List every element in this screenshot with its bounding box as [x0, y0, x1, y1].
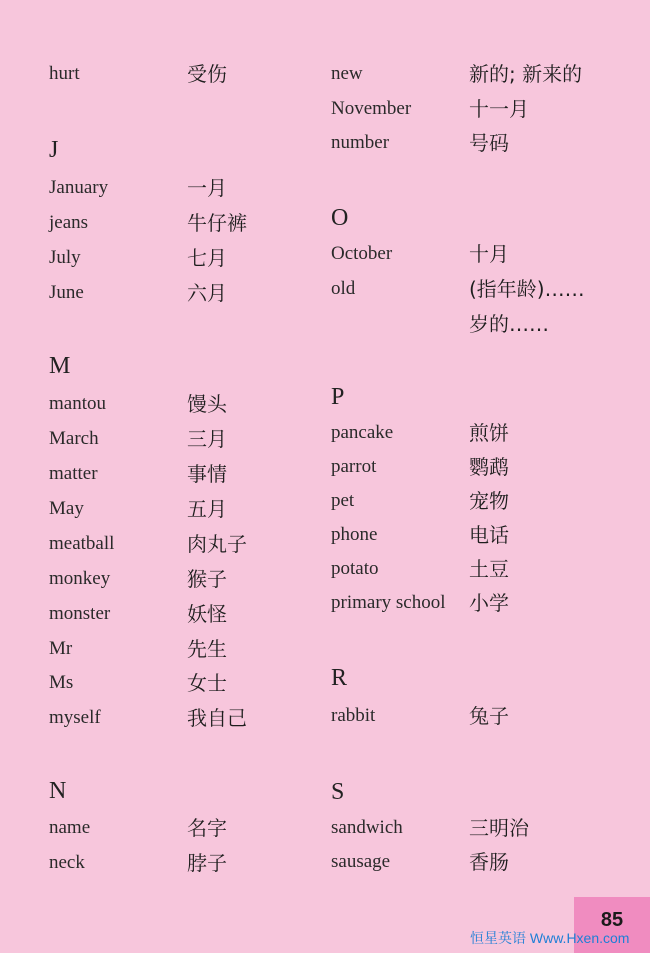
vocab-meaning: 岁的……	[469, 312, 549, 336]
vocab-word: parrot	[331, 456, 377, 477]
section-letter: M	[49, 353, 71, 379]
vocab-word: July	[49, 247, 81, 268]
vocab-meaning: 鹦鹉	[469, 455, 509, 479]
vocab-meaning: 号码	[469, 131, 509, 155]
vocab-meaning: 脖子	[187, 851, 227, 875]
vocab-word: rabbit	[331, 705, 376, 726]
vocab-word: old	[331, 278, 356, 299]
vocab-word: March	[49, 428, 99, 449]
vocab-meaning: (指年龄)……	[469, 277, 585, 301]
vocab-meaning: 煎饼	[469, 421, 509, 445]
vocab-word: name	[49, 817, 91, 838]
vocab-word: sandwich	[331, 817, 403, 838]
vocab-word: pet	[331, 490, 355, 511]
vocab-meaning: 三明治	[469, 816, 529, 840]
vocab-meaning: 六月	[187, 281, 227, 305]
vocab-meaning: 女士	[187, 671, 227, 695]
vocab-meaning: 我自己	[187, 706, 247, 730]
vocab-meaning: 宠物	[469, 489, 509, 513]
vocab-meaning: 猴子	[187, 567, 227, 591]
vocab-meaning: 电话	[469, 523, 509, 547]
vocab-word: number	[331, 132, 390, 153]
vocab-meaning: 牛仔裤	[187, 211, 247, 235]
vocab-word: mantou	[49, 393, 106, 414]
section-letter: O	[331, 205, 349, 231]
vocab-word: sausage	[331, 851, 391, 872]
vocab-meaning: 香肠	[469, 850, 509, 874]
section-letter: N	[49, 778, 67, 804]
vocab-meaning: 馒头	[187, 392, 227, 416]
vocab-word: matter	[49, 463, 98, 484]
vocab-meaning: 五月	[187, 497, 227, 521]
vocab-meaning: 土豆	[469, 557, 509, 581]
vocab-word: jeans	[49, 212, 89, 233]
vocab-word: November	[331, 98, 412, 119]
vocab-word: pancake	[331, 422, 394, 443]
section-letter: R	[331, 665, 348, 691]
vocab-word: new	[331, 63, 363, 84]
section-letter: J	[49, 137, 59, 163]
vocab-word: potato	[331, 558, 379, 579]
vocab-meaning: 一月	[187, 176, 227, 200]
vocab-word: Ms	[49, 672, 74, 693]
vocab-word: monkey	[49, 568, 111, 589]
page-number: 85	[600, 909, 624, 931]
vocab-meaning: 十一月	[469, 97, 529, 121]
vocab-meaning: 三月	[187, 427, 227, 451]
vocab-word: January	[49, 177, 109, 198]
vocab-word: monster	[49, 603, 111, 624]
vocab-meaning: 新的; 新来的	[469, 62, 583, 86]
vocab-meaning: 名字	[187, 816, 227, 840]
watermark-text: 恒星英语 Www.Hxen.com	[470, 930, 630, 946]
vocab-meaning: 受伤	[187, 62, 227, 86]
vocab-word: primary school	[331, 592, 446, 613]
section-letter: P	[331, 384, 345, 410]
vocab-meaning: 七月	[187, 246, 227, 270]
vocab-word: myself	[49, 707, 101, 728]
vocab-word: hurt	[49, 63, 80, 84]
vocab-meaning: 妖怪	[187, 602, 227, 626]
vocab-word: phone	[331, 524, 378, 545]
section-letter: S	[331, 779, 345, 805]
vocab-word: May	[49, 498, 84, 519]
vocab-word: June	[49, 282, 84, 303]
vocab-word: neck	[49, 852, 85, 873]
vocab-meaning: 事情	[187, 462, 227, 486]
vocab-word: meatball	[49, 533, 115, 554]
vocab-word: Mr	[49, 638, 73, 659]
vocab-meaning: 先生	[187, 637, 227, 661]
vocab-meaning: 十月	[469, 242, 509, 266]
vocab-word: October	[331, 243, 393, 264]
vocab-meaning: 小学	[469, 591, 509, 615]
vocab-meaning: 兔子	[469, 704, 509, 728]
vocab-meaning: 肉丸子	[187, 532, 247, 556]
